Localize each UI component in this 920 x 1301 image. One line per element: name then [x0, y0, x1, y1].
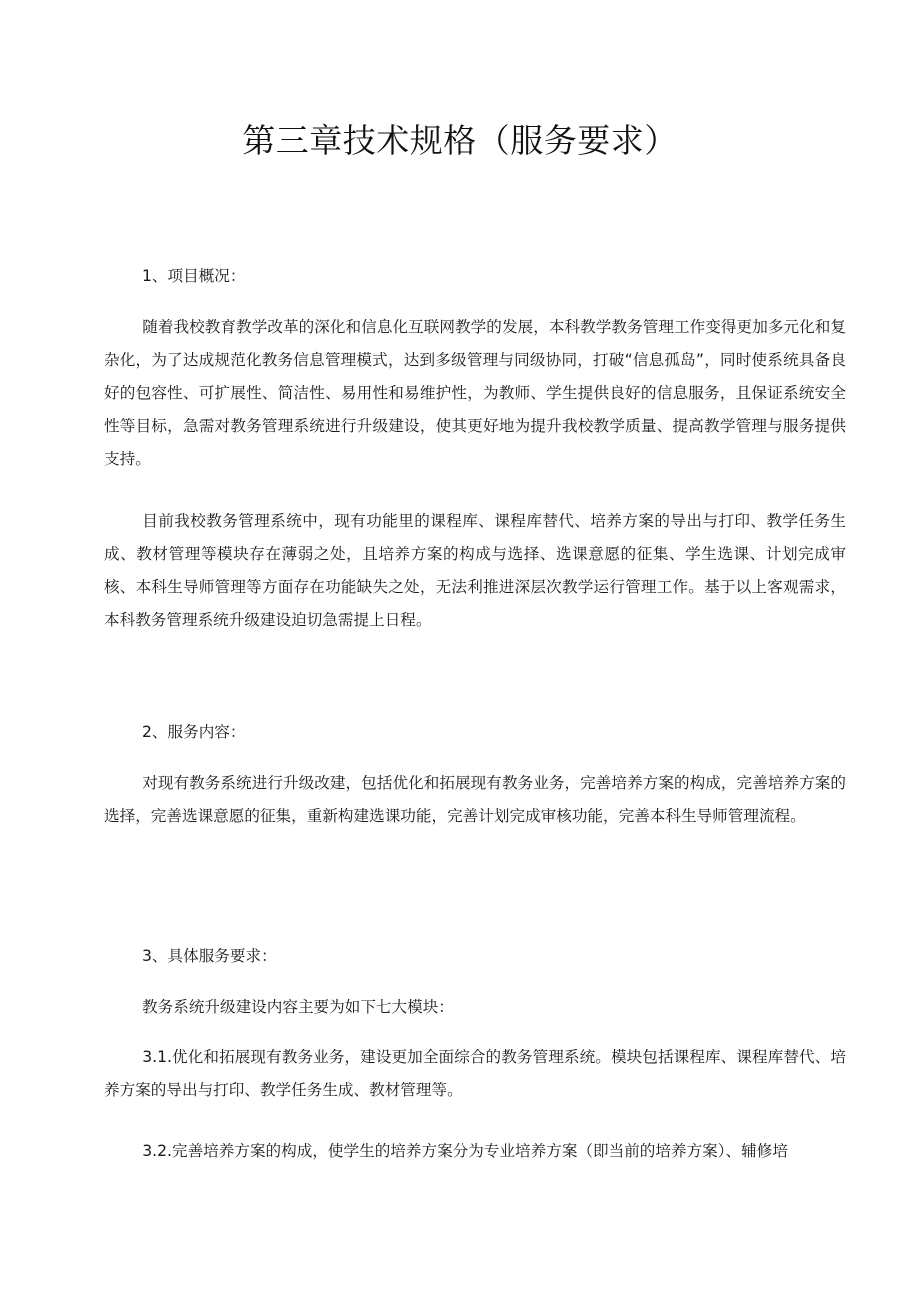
list-item-3-2: 3.2.完善培养方案的构成，使学生的培养方案分为专业培养方案（即当前的培养方案）、辅修培: [142, 1142, 788, 1160]
paragraph-current-status: 目前我校教务管理系统中，现有功能里的课程库、课程库替代、培养方案的导出与打印、教学任务生成、教材管理等模块存在薄弱之处，且培养方案的构成与选择、选课意愿的征集、学生选课、计划完成审核、本科生导师管理等方面存在功能缺失之处，无法利推进深层次教学运行管理工作。基于以上客观需求，本科教务管理系统升级建设迫切急需提上日程。: [104, 512, 846, 629]
section-heading-project-overview: 1、项目概况：: [142, 267, 246, 285]
section-heading-service-requirements: 3、具体服务要求：: [142, 947, 277, 965]
paragraph-background: 随着我校教育教学改革的深化和信息化互联网教学的发展，本科教学教务管理工作变得更加多元化和复杂化，为了达成规范化教务信息管理模式，达到多级管理与同级协同，打破“信息孤岛”，同时使系统具备良好的包容性、可扩展性、简洁性、易用性和易维护性，为教师、学生提供良好的信息服务，且保证系统安全性等目标，急需对教务管理系统进行升级建设，使其更好地为提升我校教学质量、提高教学管理与服务提供支持。: [104, 318, 846, 468]
document-title: 第三章技术规格（服务要求）: [242, 121, 678, 160]
paragraph-modules-intro: 教务系统升级建设内容主要为如下七大模块：: [142, 998, 454, 1016]
paragraph-service-content: 对现有教务系统进行升级改建，包括优化和拓展现有教务业务，完善培养方案的构成，完善培养方案的选择，完善选课意愿的征集，重新构建选课功能，完善计划完成审核功能，完善本科生导师管理流程。: [104, 774, 846, 825]
section-heading-service-content: 2、服务内容：: [142, 723, 246, 741]
list-item-3-1: 3.1.优化和拓展现有教务业务，建设更加全面综合的教务管理系统。模块包括课程库、课程库替代、培养方案的导出与打印、教学任务生成、教材管理等。: [104, 1048, 846, 1099]
